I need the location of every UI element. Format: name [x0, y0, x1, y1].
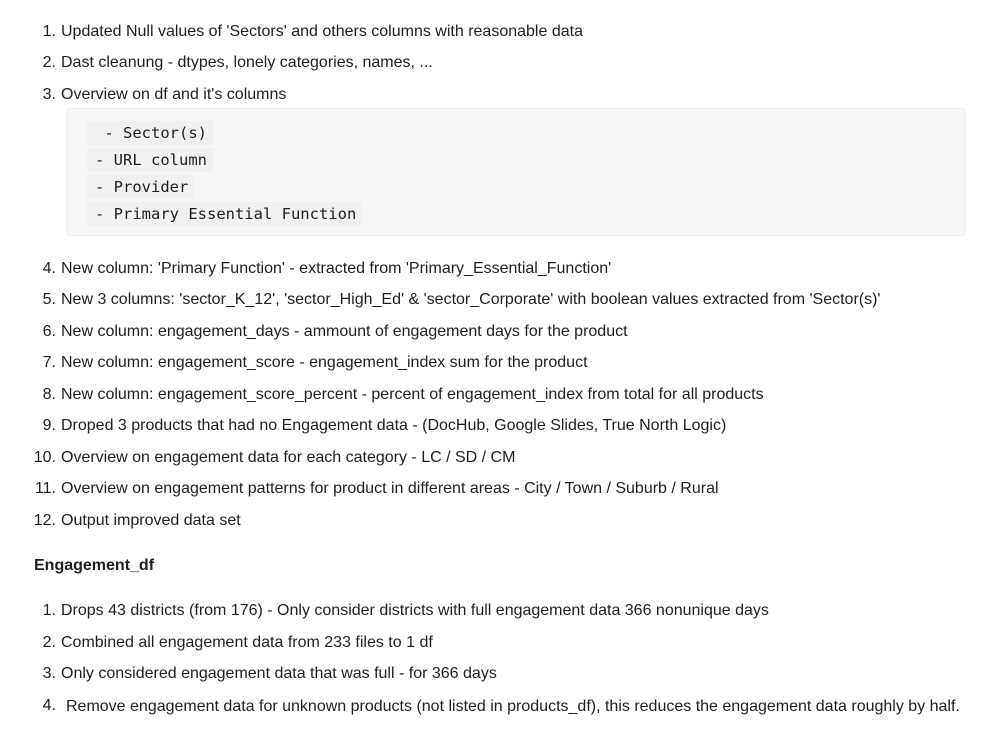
section-heading: Engagement_df [34, 557, 155, 574]
list-item [0, 319, 628, 345]
list-text: Overview on engagement data for each category - LC / SD / CM [61, 449, 516, 466]
list-item [0, 445, 515, 471]
list-item [0, 287, 880, 313]
list-item [0, 508, 241, 534]
code-line: - Sector(s) [87, 121, 213, 145]
list-number: 12. [33, 512, 56, 529]
list-number: 3. [42, 665, 56, 682]
list-item [0, 382, 764, 408]
list-text: Combined all engagement data from 233 files to 1 df [61, 634, 433, 651]
list-number: 4. [42, 260, 56, 277]
list-number: 6. [42, 323, 56, 340]
list-item [0, 82, 286, 108]
list-text: Output improved data set [61, 512, 241, 529]
code-block [66, 108, 966, 236]
list-text: Dast cleanung - dtypes, lonely categories, names, ... [61, 54, 433, 71]
list-item [0, 693, 61, 719]
list-text: Drops 43 districts (from 176) - Only consider districts with full engagement data 366 nonunique days [61, 602, 769, 619]
list-number: 1. [42, 23, 56, 40]
code-line: - URL column [87, 148, 213, 172]
list-item [0, 413, 726, 439]
list-item [0, 350, 588, 376]
list-text: Only considered engagement data that was full - for 366 days [61, 665, 497, 682]
list-number: 7. [42, 354, 56, 371]
list-number: 10. [33, 449, 56, 466]
list-text: Overview on df and it's columns [61, 86, 287, 103]
list-item [0, 50, 433, 76]
list-text: New column: engagement_score - engagement_index sum for the product [61, 354, 588, 371]
list-text: New column: 'Primary Function' - extracted from 'Primary_Essential_Function' [61, 260, 612, 277]
list-number: 11. [34, 480, 56, 497]
code-line: - Primary Essential Function [87, 202, 362, 226]
list-item [0, 19, 583, 45]
list-item [0, 661, 497, 687]
list-number: 8. [42, 386, 56, 403]
list-text: Overview on engagement patterns for product in different areas - City / Town / Suburb / Rural [61, 480, 719, 497]
list-text: Droped 3 products that had no Engagement data - (DocHub, Google Slides, True North Logic) [61, 417, 727, 434]
list-text: New column: engagement_score_percent - percent of engagement_index from total for all products [61, 386, 764, 403]
code-line: - Provider [87, 175, 194, 199]
list-item [0, 598, 769, 624]
list-number: 2. [42, 54, 56, 71]
list-item [0, 476, 719, 502]
list-number: 2. [42, 634, 56, 651]
list-number: 3. [42, 86, 56, 103]
list-text: Updated Null values of 'Sectors' and others columns with reasonable data [61, 23, 583, 40]
list-number: 9. [42, 417, 56, 434]
list-item [0, 256, 611, 282]
list-text: New 3 columns: 'sector_K_12', 'sector_High_Ed' & 'sector_Corporate' with boolean values extracted from 'Sector(s)' [61, 291, 881, 308]
list-number: 4. [42, 697, 56, 714]
list-text: Remove engagement data for unknown products (not listed in products_df), this reduces the engagement data roughly by half. [66, 698, 960, 715]
list-number: 1. [42, 602, 56, 619]
list-text: New column: engagement_days - ammount of engagement days for the product [61, 323, 628, 340]
list-number: 5. [42, 291, 56, 308]
list-item [0, 630, 433, 656]
